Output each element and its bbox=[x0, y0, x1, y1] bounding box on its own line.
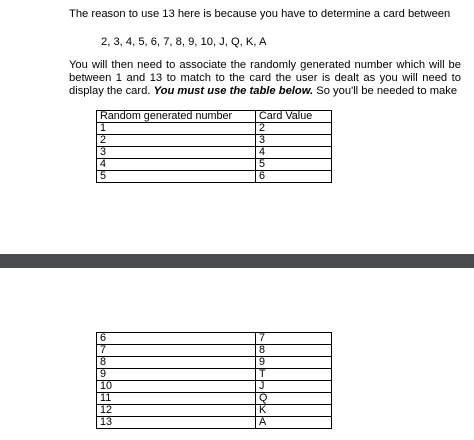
random-number-cell: 6 bbox=[97, 333, 256, 345]
table-row bbox=[97, 135, 332, 147]
card-value-cell: 9 bbox=[256, 357, 332, 369]
table-row bbox=[97, 147, 332, 159]
card-value-cell: 2 bbox=[256, 123, 332, 135]
table-row bbox=[97, 381, 332, 393]
random-number-cell: 4 bbox=[97, 159, 256, 171]
random-number-cell: 5 bbox=[97, 171, 256, 183]
table-row bbox=[97, 123, 332, 135]
table-row bbox=[97, 393, 332, 405]
table-row bbox=[97, 345, 332, 357]
card-value-cell: 7 bbox=[256, 333, 332, 345]
random-number-cell: 12 bbox=[97, 405, 256, 417]
random-number-cell: 9 bbox=[97, 369, 256, 381]
header-random-number: Random generated number bbox=[97, 111, 256, 123]
random-number-cell: 1 bbox=[97, 123, 256, 135]
card-mapping-table-part1 bbox=[96, 110, 332, 183]
card-value-cell: 8 bbox=[256, 345, 332, 357]
table-row bbox=[97, 357, 332, 369]
card-value-cell: 5 bbox=[256, 159, 332, 171]
card-mapping-table-part2 bbox=[96, 332, 332, 429]
page-break-divider bbox=[0, 254, 474, 268]
random-number-cell: 8 bbox=[97, 357, 256, 369]
random-number-cell: 2 bbox=[97, 135, 256, 147]
instructions-text-before: You will then need to associate the randomly generated number which will be between 1 and 13 to match to the card the user is dealt as you will need to display the card. bbox=[69, 59, 461, 98]
card-value-cell: T bbox=[256, 369, 332, 381]
random-number-cell: 10 bbox=[97, 381, 256, 393]
table-header-row bbox=[97, 111, 332, 123]
table-row bbox=[97, 369, 332, 381]
card-value-cell: 4 bbox=[256, 147, 332, 159]
random-number-cell: 7 bbox=[97, 345, 256, 357]
card-sequence-text: 2, 3, 4, 5, 6, 7, 8, 9, 10, J, Q, K, A bbox=[101, 36, 267, 48]
header-card-value: Card Value bbox=[256, 111, 332, 123]
card-value-cell: 3 bbox=[256, 135, 332, 147]
instructions-text-after: So you'll be needed to make bbox=[313, 85, 458, 98]
table-row bbox=[97, 333, 332, 345]
card-value-cell: 6 bbox=[256, 171, 332, 183]
table-row bbox=[97, 417, 332, 429]
random-number-cell: 11 bbox=[97, 393, 256, 405]
document-page-bottom bbox=[0, 268, 474, 440]
instructions-emphasis: You must use the table below. bbox=[153, 85, 314, 98]
random-number-cell: 3 bbox=[97, 147, 256, 159]
table-row bbox=[97, 159, 332, 171]
table-row bbox=[97, 171, 332, 183]
intro-text: The reason to use 13 here is because you have to determine a card between bbox=[69, 8, 451, 20]
random-number-cell: 13 bbox=[97, 417, 256, 429]
card-value-cell: Q bbox=[256, 393, 332, 405]
table-row bbox=[97, 405, 332, 417]
card-value-cell: J bbox=[256, 381, 332, 393]
card-value-cell: A bbox=[256, 417, 332, 429]
card-value-cell: K bbox=[256, 405, 332, 417]
instructions-paragraph bbox=[69, 59, 461, 99]
